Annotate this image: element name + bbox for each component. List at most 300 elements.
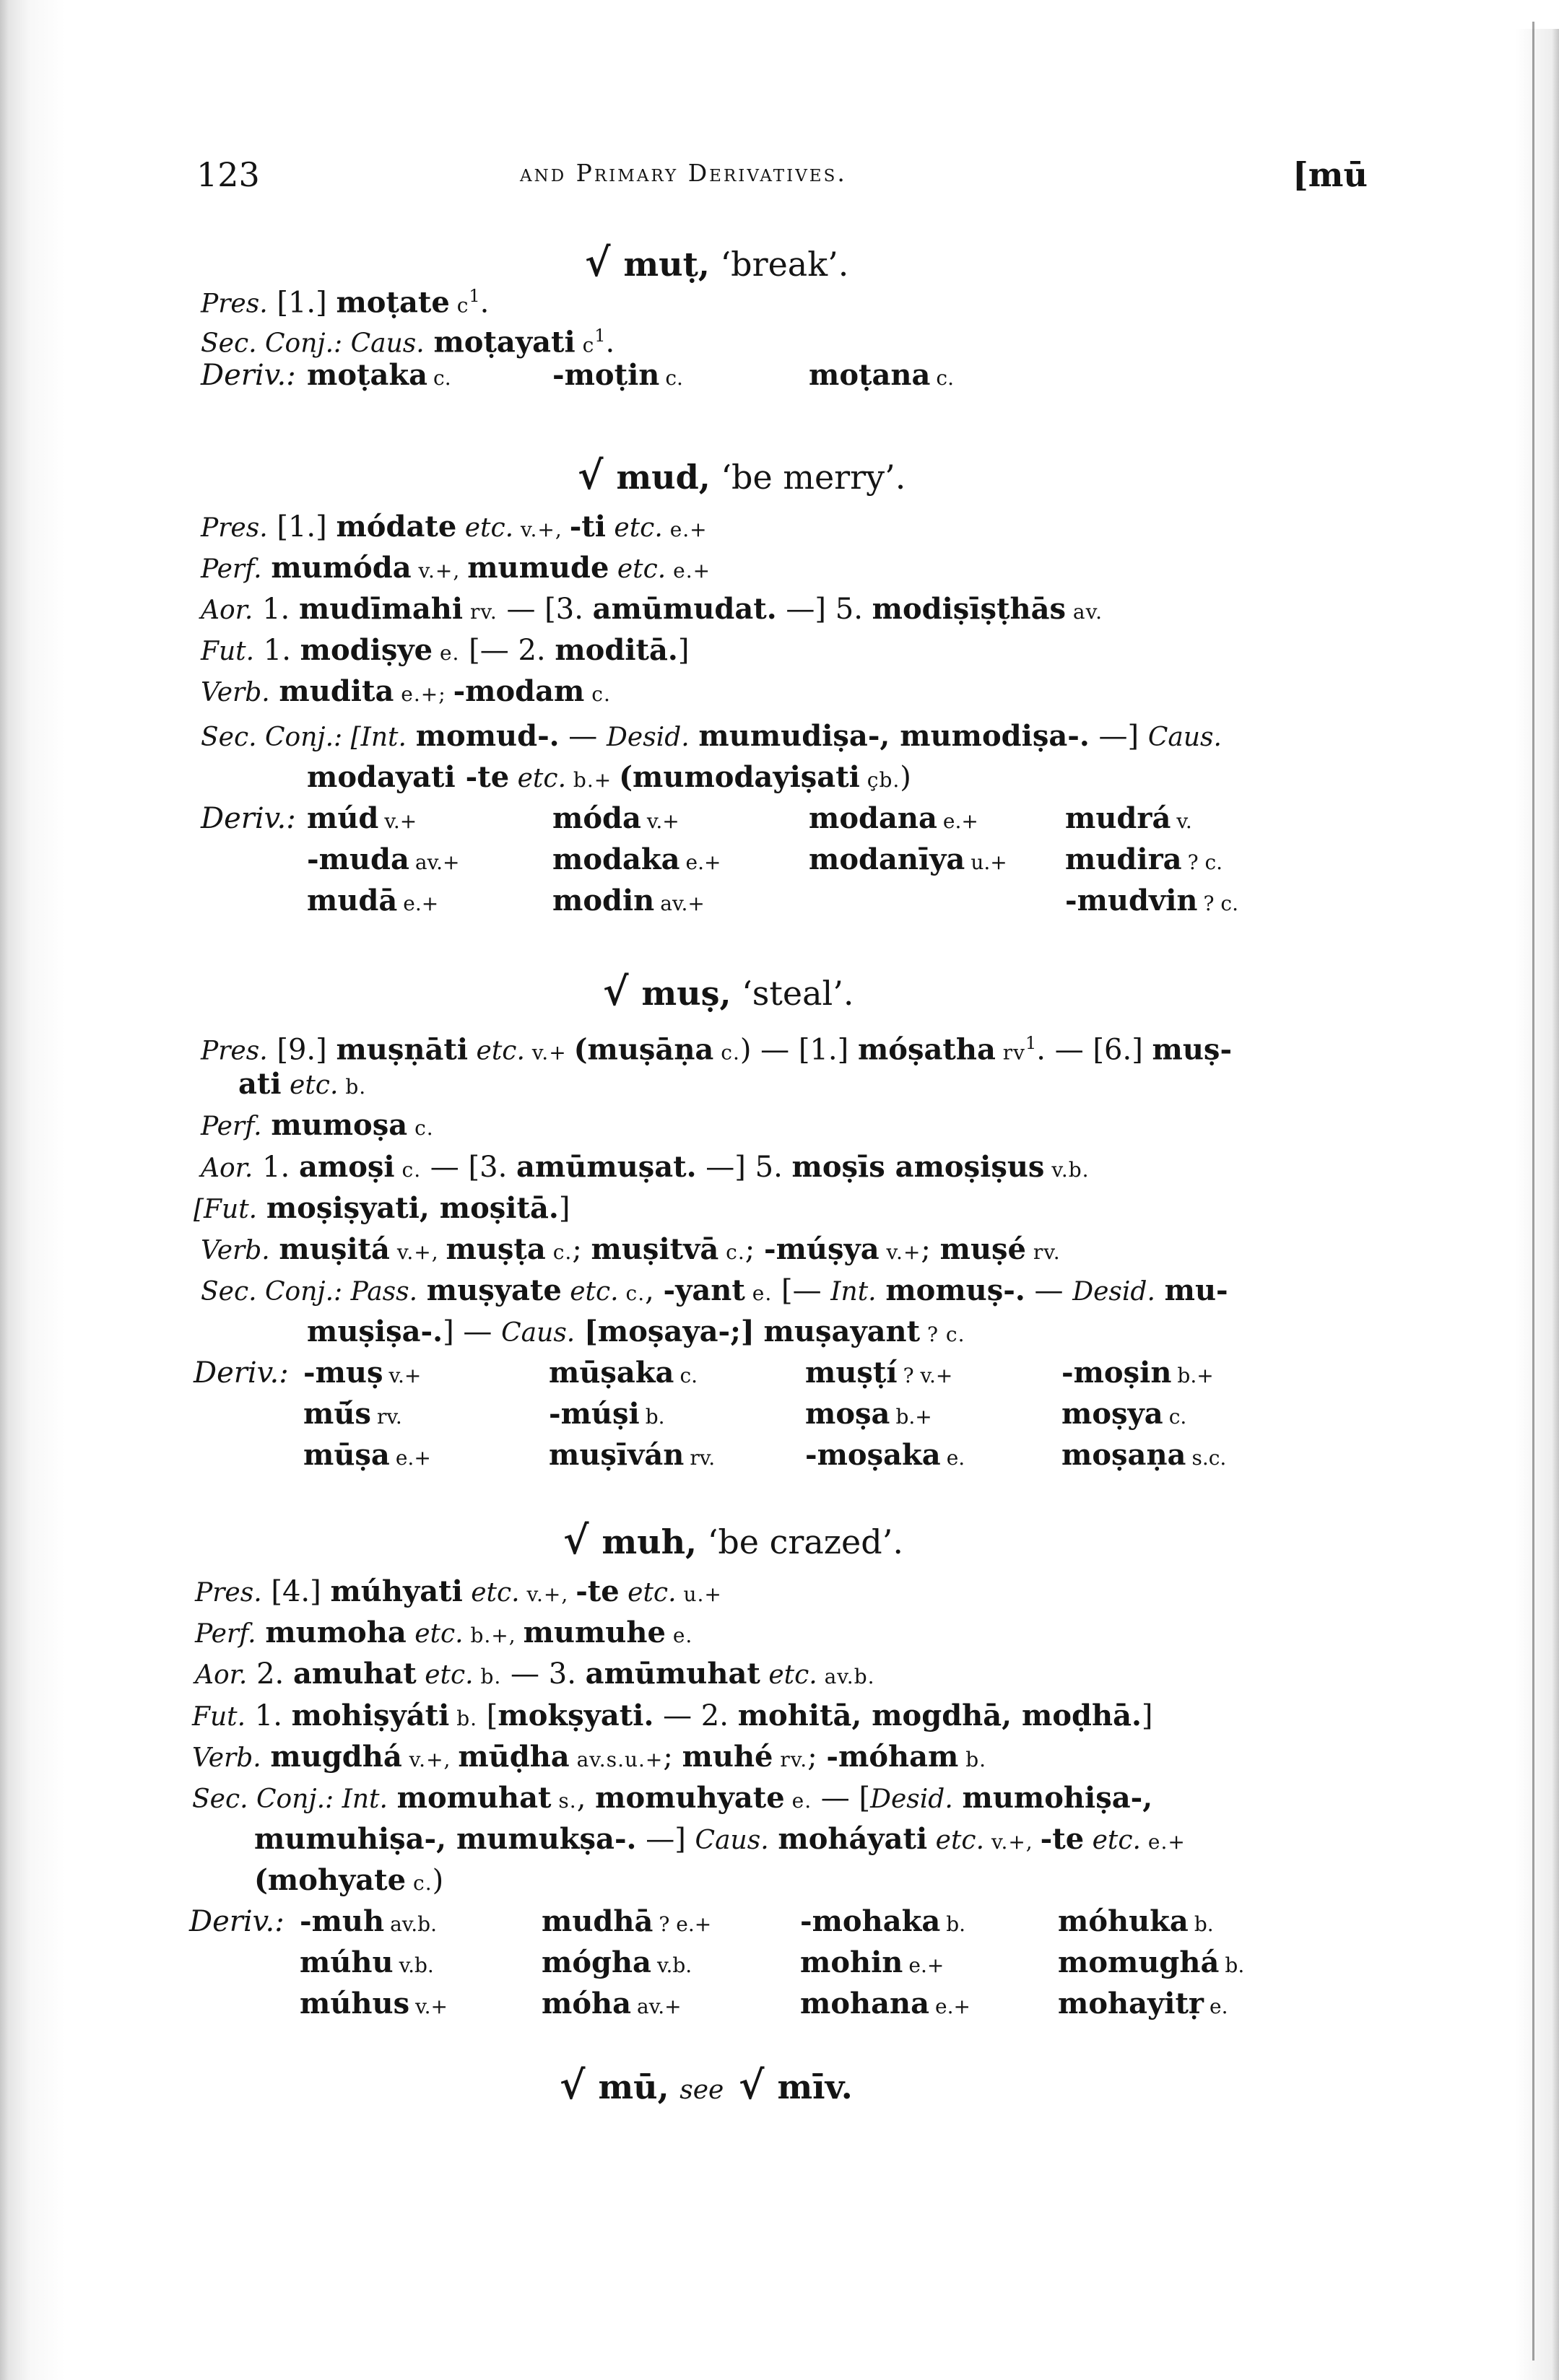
root-heading-mud bbox=[578, 452, 906, 498]
text-segment: mumudiṣa-, mumodiṣa-. bbox=[698, 719, 1090, 753]
text-segment: —] 5. bbox=[776, 593, 872, 626]
derivative-item bbox=[307, 842, 459, 881]
text-segment: 1 bbox=[469, 286, 480, 306]
entry-line bbox=[254, 1862, 443, 1901]
text-segment: [Fut. bbox=[194, 1195, 258, 1224]
text-segment bbox=[262, 552, 272, 585]
text-segment: -yant bbox=[663, 1273, 745, 1307]
text-segment: Caus. bbox=[695, 1826, 769, 1855]
root-name: muh, bbox=[602, 1522, 698, 1561]
entry-line bbox=[201, 1025, 1232, 1071]
text-segment: [1.] bbox=[267, 286, 336, 320]
text-segment: — [3. bbox=[497, 593, 593, 626]
text-segment: 1. bbox=[254, 634, 300, 667]
text-segment: -ti bbox=[569, 510, 606, 544]
derivative-item bbox=[1061, 1396, 1186, 1435]
entry-line bbox=[201, 550, 711, 589]
text-segment bbox=[425, 326, 434, 359]
derivative-item bbox=[809, 357, 954, 396]
derivative-word: -muda bbox=[307, 842, 409, 876]
derivative-word: mógha bbox=[542, 1945, 651, 1979]
derivative-source: s.c. bbox=[1191, 1446, 1227, 1470]
text-segment: ] — bbox=[443, 1315, 502, 1348]
derivative-source: b. bbox=[946, 1912, 966, 1936]
text-segment: Int. bbox=[830, 1277, 877, 1307]
text-segment: ] bbox=[558, 1192, 570, 1225]
text-segment: rv. bbox=[773, 1748, 808, 1771]
text-segment: — [ bbox=[812, 1782, 871, 1815]
text-segment: moṣīs amoṣiṣus bbox=[791, 1150, 1045, 1184]
text-segment: 1. bbox=[253, 1151, 299, 1184]
text-segment bbox=[257, 1192, 266, 1225]
derivative-source: c. bbox=[1168, 1405, 1187, 1429]
derivative-item bbox=[300, 1986, 448, 2025]
text-segment: etc. bbox=[416, 1660, 474, 1690]
text-segment: Fut. bbox=[201, 637, 255, 666]
text-segment: e. bbox=[784, 1789, 812, 1813]
text-segment bbox=[270, 1233, 279, 1266]
text-segment: ; bbox=[921, 1233, 940, 1266]
text-segment: etc. bbox=[927, 1826, 985, 1855]
derivative-word: mohin bbox=[800, 1945, 903, 1979]
text-segment: ] bbox=[677, 634, 690, 667]
text-segment: — bbox=[1025, 1274, 1073, 1307]
derivative-source: ? c. bbox=[1203, 892, 1238, 915]
text-segment: Verb. bbox=[192, 1743, 261, 1773]
derivative-word: -moṣaka bbox=[805, 1438, 941, 1472]
derivative-word: moṭaka bbox=[307, 358, 428, 392]
text-segment bbox=[261, 1740, 271, 1774]
scan-edge-left bbox=[0, 0, 65, 2380]
entry-line bbox=[201, 1232, 1061, 1270]
text-segment: v.+, bbox=[513, 518, 570, 541]
text-segment: moṭayati bbox=[433, 325, 576, 359]
text-segment bbox=[953, 1782, 963, 1815]
text-segment: Perf. bbox=[201, 1112, 262, 1141]
derivative-word: moṣa bbox=[805, 1397, 890, 1431]
derivative-source: ? v.+ bbox=[903, 1364, 953, 1387]
text-segment: mudita bbox=[279, 674, 394, 708]
text-segment: av.b. bbox=[817, 1665, 875, 1688]
derivative-word: mudhā bbox=[542, 1904, 653, 1938]
derivative-source: b.+ bbox=[895, 1405, 932, 1429]
text-segment: u.+ bbox=[676, 1582, 722, 1606]
derivative-item bbox=[542, 1904, 711, 1943]
text-segment: múhyati bbox=[330, 1574, 463, 1608]
text-segment: rv. bbox=[1026, 1240, 1061, 1264]
derivative-source: e.+ bbox=[942, 809, 978, 833]
derivative-word: móha bbox=[542, 1987, 632, 2021]
derivative-source: u.+ bbox=[970, 850, 1007, 874]
derivative-word: múhu bbox=[300, 1945, 394, 1979]
derivative-source: e.+ bbox=[935, 1995, 970, 2018]
text-segment: etc. bbox=[605, 513, 663, 543]
text-segment: b. bbox=[449, 1706, 478, 1730]
text-segment: Caus. bbox=[501, 1318, 576, 1348]
text-segment: s. bbox=[551, 1789, 577, 1813]
text-segment: 1. bbox=[253, 593, 299, 626]
text-segment: momuhat bbox=[396, 1781, 552, 1815]
text-segment: amūmuṣat. bbox=[516, 1150, 697, 1184]
text-segment: e.+ bbox=[1140, 1830, 1186, 1854]
text-segment: —] bbox=[636, 1823, 695, 1856]
text-segment: ati bbox=[238, 1067, 282, 1101]
text-segment: amoṣi bbox=[298, 1150, 395, 1184]
text-segment: mumoha bbox=[265, 1616, 407, 1649]
entry-line bbox=[201, 591, 1103, 630]
derivative-item bbox=[552, 842, 721, 881]
derivative-source: v.+ bbox=[384, 809, 417, 833]
text-segment: Sec. Conj.: [Int. bbox=[201, 723, 407, 752]
text-segment: c. bbox=[545, 1240, 573, 1264]
derivative-item bbox=[1058, 1904, 1214, 1943]
derivative-source: v.+ bbox=[646, 809, 679, 833]
derivative-source: b. bbox=[1194, 1912, 1214, 1936]
derivative-source: ? c. bbox=[1187, 850, 1223, 874]
text-segment: 1 bbox=[1025, 1033, 1037, 1053]
root-sign: √ bbox=[560, 2062, 586, 2108]
text-segment: (mumodayiṣati bbox=[619, 760, 860, 794]
text-segment: — [3. bbox=[421, 1151, 517, 1184]
text-segment: v.+ bbox=[524, 1040, 574, 1065]
derivative-word: momughá bbox=[1058, 1945, 1220, 1979]
derivative-item bbox=[809, 801, 978, 840]
derivative-item bbox=[542, 1986, 682, 2025]
root-gloss: ‘steal’. bbox=[742, 974, 854, 1013]
running-head: and Primary Derivatives. bbox=[520, 159, 847, 187]
derivative-source: b. bbox=[645, 1405, 665, 1429]
entry-line bbox=[201, 318, 615, 363]
root-heading-muh bbox=[563, 1517, 903, 1563]
derivative-source: ? e.+ bbox=[659, 1912, 712, 1936]
text-segment: Verb. bbox=[201, 1236, 270, 1265]
text-segment: 1. bbox=[246, 1699, 292, 1732]
text-segment: ; bbox=[744, 1233, 764, 1266]
see-target: mīv. bbox=[777, 2067, 853, 2106]
text-segment bbox=[877, 1274, 886, 1307]
root-gloss: ‘break’. bbox=[720, 245, 849, 284]
text-segment: [ bbox=[477, 1699, 498, 1732]
derivative-item bbox=[549, 1437, 715, 1476]
text-segment: mumóda bbox=[271, 551, 412, 585]
derivative-item bbox=[805, 1396, 932, 1435]
text-segment: mu- bbox=[1164, 1273, 1228, 1307]
text-segment: Desid. bbox=[870, 1784, 953, 1814]
derivative-word: -moṣin bbox=[1061, 1356, 1172, 1390]
text-segment: muṣyate bbox=[426, 1273, 562, 1307]
text-segment: mumohiṣa-, bbox=[962, 1781, 1153, 1815]
deriv-label: Deriv.: bbox=[194, 1356, 289, 1390]
derivative-word: mudrá bbox=[1065, 801, 1171, 835]
text-segment: c. bbox=[406, 1871, 433, 1895]
text-segment: . bbox=[605, 326, 615, 359]
scan-edge-rule bbox=[1532, 22, 1534, 2361]
derivative-item bbox=[542, 1945, 692, 1984]
text-segment: (mohyate bbox=[254, 1863, 407, 1897]
derivative-source: c. bbox=[665, 366, 683, 390]
entry-line bbox=[307, 759, 911, 798]
derivative-item bbox=[1065, 801, 1192, 840]
text-segment: muṣayant bbox=[763, 1315, 921, 1348]
root-heading-mus bbox=[603, 968, 854, 1014]
text-segment: c. bbox=[713, 1040, 740, 1065]
text-segment: Pres. bbox=[195, 1578, 262, 1608]
derivative-source: av.+ bbox=[637, 1995, 682, 2018]
derivative-word: modanīya bbox=[809, 842, 965, 876]
derivative-item bbox=[300, 1945, 434, 1984]
text-segment bbox=[262, 1109, 272, 1142]
derivative-source: e.+ bbox=[403, 892, 439, 915]
derivative-item bbox=[805, 1437, 965, 1476]
text-segment: (muṣāṇa bbox=[573, 1032, 714, 1067]
text-segment bbox=[690, 720, 699, 753]
text-segment: Aor. bbox=[201, 1154, 253, 1183]
entry-line bbox=[195, 1574, 722, 1613]
text-segment: v.+, bbox=[411, 559, 468, 583]
text-segment: — bbox=[559, 720, 607, 753]
derivative-source: v.+ bbox=[388, 1364, 422, 1387]
derivative-item bbox=[552, 883, 705, 922]
text-segment: -móham bbox=[826, 1740, 959, 1774]
text-segment: etc. bbox=[406, 1619, 464, 1649]
text-segment bbox=[388, 1782, 397, 1815]
text-segment bbox=[256, 1616, 266, 1649]
derivative-word: muṣṭí bbox=[805, 1356, 898, 1390]
text-segment: modiṣye bbox=[300, 633, 433, 667]
text-segment: c. bbox=[407, 1116, 434, 1140]
text-segment: c. bbox=[618, 1281, 646, 1305]
text-segment: muṣitvā bbox=[591, 1232, 719, 1266]
derivative-source: av.b. bbox=[390, 1912, 438, 1936]
derivative-item bbox=[549, 1396, 665, 1435]
entry-line bbox=[201, 1149, 1090, 1188]
text-segment: modiṣīṣṭhās bbox=[872, 592, 1067, 626]
root-sign: √ bbox=[603, 968, 629, 1014]
text-segment: v.+, bbox=[984, 1830, 1041, 1854]
text-segment: Pres. bbox=[201, 1036, 268, 1066]
text-segment: , bbox=[645, 1274, 664, 1307]
root-sign: √ bbox=[585, 239, 611, 285]
text-segment: -modam bbox=[453, 674, 585, 708]
derivative-source: rv. bbox=[690, 1446, 716, 1470]
derivative-word: mū́s bbox=[303, 1397, 371, 1431]
derivative-word: mohana bbox=[800, 1987, 930, 2021]
entry-line bbox=[192, 1780, 1152, 1819]
text-segment: . bbox=[479, 286, 490, 320]
text-segment: muṣiṣa-. bbox=[307, 1315, 443, 1348]
text-segment: v.+, bbox=[519, 1582, 576, 1606]
derivative-source: rv. bbox=[376, 1405, 402, 1429]
text-segment: b. bbox=[958, 1748, 987, 1771]
text-segment: ) — [1.] bbox=[739, 1033, 858, 1067]
text-segment: mumude bbox=[467, 551, 609, 585]
text-segment: -te bbox=[1040, 1822, 1085, 1856]
text-segment: mūḍha bbox=[458, 1740, 570, 1774]
text-segment: -múṣya bbox=[763, 1232, 880, 1266]
derivative-source: e.+ bbox=[395, 1446, 431, 1470]
text-segment: etc. bbox=[462, 1578, 520, 1608]
text-segment: mohitā, mogdhā, moḍhā. bbox=[737, 1699, 1142, 1732]
text-segment bbox=[270, 675, 279, 708]
derivative-word: -mudvin bbox=[1065, 884, 1198, 917]
entry-line bbox=[195, 1615, 692, 1654]
text-segment: mumuhe bbox=[523, 1616, 666, 1649]
text-segment: muṣ- bbox=[1152, 1032, 1233, 1067]
text-segment: moditā. bbox=[555, 633, 678, 667]
text-segment: Perf. bbox=[195, 1619, 256, 1649]
entry-line bbox=[201, 1107, 434, 1146]
root-sign: √ bbox=[578, 452, 604, 498]
text-segment: Sec. Conj.: Caus. bbox=[201, 328, 425, 359]
derivative-source: c. bbox=[433, 366, 451, 390]
text-segment: amūmuhat bbox=[585, 1657, 760, 1691]
text-segment: amuhat bbox=[292, 1657, 417, 1691]
derivative-item bbox=[1065, 883, 1238, 922]
text-segment: etc. bbox=[509, 764, 567, 793]
text-segment: — 3. bbox=[501, 1657, 586, 1691]
text-segment: e. bbox=[744, 1281, 773, 1305]
derivative-word: mūṣa bbox=[303, 1438, 390, 1472]
text-segment: — 2. bbox=[653, 1699, 738, 1732]
text-segment: Verb. bbox=[201, 678, 270, 707]
derivative-source: v. bbox=[1176, 809, 1192, 833]
root-name: muṣ, bbox=[641, 974, 731, 1013]
text-segment bbox=[407, 720, 416, 753]
entry-line bbox=[192, 1739, 986, 1778]
derivative-item bbox=[809, 842, 1007, 881]
text-segment: etc. bbox=[619, 1578, 677, 1608]
text-segment: e. bbox=[665, 1623, 693, 1647]
deriv-label: Deriv.: bbox=[201, 359, 296, 392]
text-segment: e.+; bbox=[394, 682, 453, 706]
text-segment: ; bbox=[572, 1233, 591, 1266]
text-segment: mugdhá bbox=[270, 1740, 402, 1774]
derivative-word: muṣīván bbox=[549, 1438, 685, 1472]
text-segment: etc. bbox=[561, 1277, 619, 1307]
text-segment: Caus. bbox=[1147, 723, 1222, 752]
derivative-word: -mohaka bbox=[800, 1904, 941, 1938]
derivative-source: av.+ bbox=[660, 892, 705, 915]
text-segment: çb. bbox=[859, 768, 900, 792]
text-segment: b.+ bbox=[566, 768, 620, 792]
deriv-label: Deriv.: bbox=[189, 1905, 285, 1938]
derivative-word: mohayitṛ bbox=[1058, 1987, 1204, 2021]
derivative-word: múd bbox=[307, 801, 379, 835]
derivative-item bbox=[1058, 1945, 1244, 1984]
text-segment: ) bbox=[900, 761, 911, 794]
text-segment: modayati -te bbox=[307, 760, 510, 794]
text-segment bbox=[1155, 1274, 1165, 1307]
text-segment: [— bbox=[772, 1274, 831, 1307]
text-segment: [9.] bbox=[267, 1033, 336, 1067]
text-segment: momuṣ-. bbox=[885, 1273, 1025, 1307]
derivative-word: -muh bbox=[300, 1904, 385, 1938]
scan-edge-right bbox=[1516, 29, 1559, 2380]
derivative-item bbox=[1058, 1986, 1228, 2025]
text-segment: rv. bbox=[463, 600, 498, 624]
text-segment: Sec. Conj.: Int. bbox=[192, 1784, 388, 1814]
derivative-item bbox=[1065, 842, 1223, 881]
root-gloss: ‘be merry’. bbox=[721, 458, 906, 497]
text-segment: 2. bbox=[247, 1657, 293, 1691]
derivative-source: v.b. bbox=[399, 1953, 434, 1977]
text-segment: b.+, bbox=[463, 1623, 524, 1647]
derivative-source: c. bbox=[936, 366, 954, 390]
text-segment: muṣṇāti bbox=[336, 1032, 469, 1067]
derivative-source: e.+ bbox=[685, 850, 721, 874]
root-name: mud, bbox=[616, 458, 711, 497]
text-segment: etc. bbox=[281, 1071, 339, 1100]
text-segment: mohiṣyáti bbox=[291, 1699, 450, 1732]
derivative-word: modana bbox=[809, 801, 937, 835]
derivative-item bbox=[303, 1437, 431, 1476]
text-segment: 1 bbox=[594, 326, 606, 346]
derivative-word: mudira bbox=[1065, 842, 1182, 876]
text-segment: v.+ bbox=[879, 1240, 921, 1264]
entry-line bbox=[238, 1066, 366, 1105]
text-segment: . — [6.] bbox=[1036, 1033, 1152, 1067]
text-segment bbox=[417, 1274, 427, 1307]
text-segment: -te bbox=[576, 1574, 620, 1608]
text-segment bbox=[575, 1315, 584, 1348]
text-segment: c bbox=[449, 293, 469, 318]
derivative-word: moṣaṇa bbox=[1061, 1438, 1186, 1472]
derivative-item bbox=[300, 1904, 437, 1943]
entry-line bbox=[307, 1314, 965, 1353]
derivative-item bbox=[549, 1355, 698, 1394]
text-segment: [1.] bbox=[267, 510, 336, 544]
page-number: 123 bbox=[196, 155, 260, 194]
text-segment: móṣatha bbox=[857, 1032, 996, 1067]
root-sign: √ bbox=[738, 2062, 765, 2108]
text-segment: moháyati bbox=[778, 1822, 928, 1856]
text-segment: rv bbox=[995, 1040, 1025, 1065]
text-segment: c. bbox=[394, 1158, 422, 1182]
derivative-word: mūṣaka bbox=[549, 1356, 674, 1390]
entry-line bbox=[201, 718, 1222, 756]
text-segment: ? c. bbox=[920, 1322, 965, 1346]
derivative-word: modaka bbox=[552, 842, 680, 876]
root-name: mū, bbox=[598, 2067, 669, 2106]
text-segment: [— 2. bbox=[459, 634, 555, 667]
deriv-label: Deriv.: bbox=[201, 802, 296, 835]
derivative-item bbox=[800, 1986, 970, 2025]
root-name: muṭ, bbox=[623, 245, 710, 284]
text-segment: módate bbox=[336, 510, 457, 544]
derivative-item bbox=[552, 357, 683, 396]
derivative-source: b. bbox=[1225, 1953, 1245, 1977]
text-segment: c. bbox=[584, 682, 611, 706]
text-segment: Fut. bbox=[192, 1702, 246, 1732]
entry-line bbox=[201, 509, 708, 548]
text-segment: Pres. bbox=[201, 513, 268, 543]
derivative-item bbox=[1061, 1355, 1214, 1394]
text-segment: moṭate bbox=[336, 285, 450, 320]
derivative-item bbox=[800, 1945, 944, 1984]
derivative-source: e. bbox=[1210, 1995, 1228, 2018]
text-segment: e. bbox=[433, 641, 460, 665]
root-gloss: ‘be crazed’. bbox=[707, 1522, 903, 1561]
derivative-word: móhuka bbox=[1058, 1904, 1189, 1938]
text-segment: etc. bbox=[609, 554, 666, 584]
text-segment: etc. bbox=[1084, 1826, 1141, 1855]
text-segment: Pres. bbox=[201, 289, 268, 319]
text-segment: Sec. Conj.: Pass. bbox=[201, 1277, 418, 1307]
derivative-word: móda bbox=[552, 801, 641, 835]
entry-line bbox=[254, 1821, 1186, 1860]
text-segment: [moṣaya-;] bbox=[583, 1315, 755, 1348]
derivative-word: -múṣi bbox=[549, 1397, 640, 1431]
